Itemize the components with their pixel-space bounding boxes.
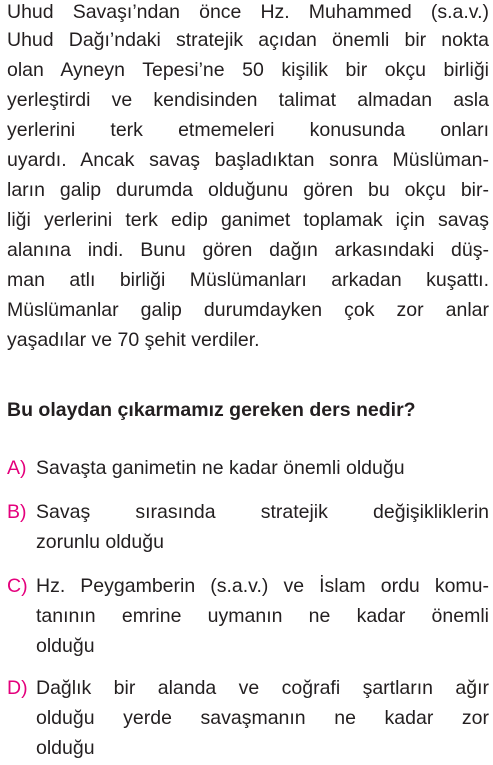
option-letter: B) [7,501,27,523]
passage-line: yerlerini terk etmemeleri konusunda onları [7,119,489,141]
option-line: olduğu yerde savaşmanın ne kadar zor [36,707,489,729]
option-line: tanının emrine uymanın ne kadar önemli [36,605,489,627]
option-line: olduğu [36,635,95,657]
option-letter: A) [7,457,27,479]
option-letter: C) [7,575,28,597]
passage-line: Uhud Savaşı’ndan önce Hz. Muhammed (s.a.v.) [7,1,489,23]
option-line: olduğu [36,737,95,759]
passage-line: olan Ayneyn Tepesi’ne 50 kişilik bir okçu birliği [7,59,489,81]
passage-line: uyardı. Ancak savaş başladıktan sonra Müslüman- [7,149,489,171]
passage-line: ların galip durumda olduğunu gören bu okçu bir- [7,179,489,201]
passage-line: Uhud Dağı’ndaki stratejik açıdan önemli bir nokta [7,29,489,51]
passage-line: Müslümanlar galip durumdayken çok zor anlar [7,299,489,321]
option-line: Hz. Peygamberin (s.a.v.) ve İslam ordu komu- [36,575,489,597]
passage-line: yaşadılar ve 70 şehit verdiler. [7,329,260,351]
option-line: Dağlık bir alanda ve coğrafi şartların ağır [36,677,489,699]
passage-line: alanına indi. Bunu gören dağın arkasındaki düş- [7,239,489,261]
option-line: Savaş sırasında stratejik değişikliklerin [36,501,489,523]
passage-line: yerleştirdi ve kendisinden talimat almadan asla [7,89,489,111]
option-letter: D) [7,677,28,699]
option-line: Savaşta ganimetin ne kadar önemli olduğu [36,457,405,479]
passage-line: liği yerlerini terk edip ganimet toplamak için savaş [7,209,489,231]
option-line: zorunlu olduğu [36,531,164,553]
passage-line: man atlı birliği Müslümanları arkadan kuşattı. [7,269,489,291]
question-text: Bu olaydan çıkarmamız gereken ders nedir? [7,399,416,421]
